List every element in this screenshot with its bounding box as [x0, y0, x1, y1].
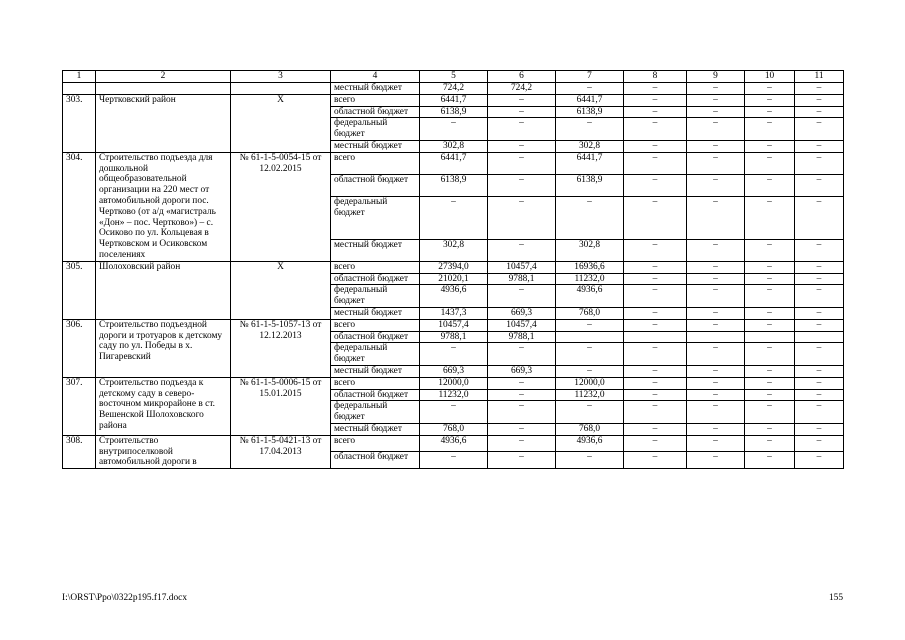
amount-cell: – — [488, 174, 556, 196]
amount-cell: 1437,3 — [420, 307, 488, 319]
amount-cell: 6441,7 — [556, 152, 624, 174]
amount-cell: 10457,4 — [488, 319, 556, 331]
amount-cell: – — [745, 174, 795, 196]
budget-source: областной бюджет — [331, 174, 420, 196]
amount-cell: 27394,0 — [420, 261, 488, 273]
amount-cell: – — [687, 423, 745, 435]
page-number: 155 — [828, 593, 843, 603]
budget-source: местный бюджет — [331, 423, 420, 435]
budget-source: областной бюджет — [331, 273, 420, 285]
object-name: Шолоховский район — [96, 261, 231, 319]
amount-cell: – — [745, 106, 795, 118]
amount-cell: – — [745, 285, 795, 308]
amount-cell: – — [488, 377, 556, 389]
table-row — [63, 94, 844, 106]
table-row — [63, 83, 844, 95]
budget-source: областной бюджет — [331, 452, 420, 469]
amount-cell: – — [795, 140, 844, 152]
amount-cell: – — [556, 401, 624, 424]
amount-cell: – — [687, 261, 745, 273]
amount-cell: – — [420, 197, 488, 239]
amount-cell: 302,8 — [420, 140, 488, 152]
budget-source: федеральный бюджет — [331, 285, 420, 308]
amount-cell: – — [687, 106, 745, 118]
amount-cell: 11232,0 — [556, 273, 624, 285]
amount-cell: – — [420, 343, 488, 366]
amount-cell: 724,2 — [420, 83, 488, 95]
table-row — [63, 377, 844, 389]
amount-cell: – — [420, 452, 488, 469]
table-row — [63, 319, 844, 331]
amount-cell: – — [795, 273, 844, 285]
amount-cell: – — [687, 140, 745, 152]
amount-cell: – — [556, 343, 624, 366]
amount-cell: – — [556, 319, 624, 331]
amount-cell: – — [687, 389, 745, 401]
table-row — [63, 435, 844, 452]
amount-cell: – — [745, 273, 795, 285]
amount-cell: 302,8 — [556, 239, 624, 261]
row-number: 307. — [63, 377, 96, 435]
amount-cell: 12000,0 — [556, 377, 624, 389]
amount-cell: – — [795, 94, 844, 106]
amount-cell: – — [624, 197, 687, 239]
row-number: 304. — [63, 152, 96, 261]
budget-source: федеральный бюджет — [331, 401, 420, 424]
budget-source: всего — [331, 94, 420, 106]
amount-cell: – — [687, 197, 745, 239]
amount-cell: – — [687, 118, 745, 141]
amount-cell: – — [687, 83, 745, 95]
amount-cell: 768,0 — [556, 423, 624, 435]
amount-cell: – — [624, 118, 687, 141]
amount-cell: 669,3 — [420, 365, 488, 377]
budget-table — [62, 70, 844, 469]
amount-cell: – — [488, 389, 556, 401]
amount-cell: 4936,6 — [420, 435, 488, 452]
document-ref: № 61-1-5-1057-13 от 12.12.2013 — [231, 319, 331, 377]
amount-cell: – — [624, 365, 687, 377]
amount-cell: – — [795, 365, 844, 377]
budget-source: местный бюджет — [331, 239, 420, 261]
amount-cell: 6441,7 — [556, 94, 624, 106]
amount-cell: – — [624, 152, 687, 174]
amount-cell: 6138,9 — [556, 174, 624, 196]
budget-source: всего — [331, 261, 420, 273]
amount-cell: – — [795, 152, 844, 174]
amount-cell: – — [624, 343, 687, 366]
amount-cell: 4936,6 — [420, 285, 488, 308]
amount-cell: 669,3 — [488, 307, 556, 319]
object-name: Чертковский район — [96, 94, 231, 152]
amount-cell: – — [624, 377, 687, 389]
amount-cell: – — [488, 423, 556, 435]
amount-cell: – — [795, 435, 844, 452]
amount-cell: – — [687, 174, 745, 196]
amount-cell: – — [795, 452, 844, 469]
amount-cell: 4936,6 — [556, 435, 624, 452]
amount-cell: – — [624, 174, 687, 196]
amount-cell: – — [795, 343, 844, 366]
amount-cell: – — [745, 94, 795, 106]
budget-source: всего — [331, 319, 420, 331]
amount-cell: – — [687, 452, 745, 469]
amount-cell — [795, 331, 844, 343]
amount-cell: – — [624, 285, 687, 308]
amount-cell: – — [624, 307, 687, 319]
budget-source: областной бюджет — [331, 106, 420, 118]
budget-source: всего — [331, 435, 420, 452]
amount-cell: 9788,1 — [420, 331, 488, 343]
amount-cell: 302,8 — [420, 239, 488, 261]
amount-cell: – — [624, 435, 687, 452]
amount-cell: – — [556, 365, 624, 377]
col-header: 10 — [745, 71, 795, 83]
amount-cell: – — [687, 152, 745, 174]
amount-cell: – — [795, 174, 844, 196]
amount-cell: 6441,7 — [420, 94, 488, 106]
amount-cell: – — [488, 106, 556, 118]
amount-cell: 16936,6 — [556, 261, 624, 273]
amount-cell: – — [745, 83, 795, 95]
amount-cell: – — [745, 377, 795, 389]
amount-cell — [624, 331, 687, 343]
amount-cell: – — [795, 389, 844, 401]
amount-cell: – — [795, 83, 844, 95]
amount-cell: 9788,1 — [488, 273, 556, 285]
budget-source: местный бюджет — [331, 140, 420, 152]
document-ref — [231, 83, 331, 95]
amount-cell: – — [687, 239, 745, 261]
amount-cell: – — [624, 140, 687, 152]
amount-cell: – — [420, 401, 488, 424]
document-ref: Х — [231, 261, 331, 319]
row-number — [63, 83, 96, 95]
budget-source: федеральный бюджет — [331, 118, 420, 141]
col-header: 1 — [63, 71, 96, 83]
amount-cell: 10457,4 — [420, 319, 488, 331]
amount-cell: – — [624, 423, 687, 435]
amount-cell: 6138,9 — [556, 106, 624, 118]
amount-cell: – — [624, 389, 687, 401]
object-name: Строительство внутрипоселковой автомобильной дороги в — [96, 435, 231, 468]
amount-cell: 6138,9 — [420, 174, 488, 196]
col-header: 7 — [556, 71, 624, 83]
amount-cell: – — [687, 319, 745, 331]
budget-source: областной бюджет — [331, 389, 420, 401]
amount-cell: – — [745, 197, 795, 239]
amount-cell: 9788,1 — [488, 331, 556, 343]
col-header: 8 — [624, 71, 687, 83]
col-header: 11 — [795, 71, 844, 83]
amount-cell — [687, 331, 745, 343]
amount-cell: 21020,1 — [420, 273, 488, 285]
col-header: 6 — [488, 71, 556, 83]
amount-cell: 724,2 — [488, 83, 556, 95]
amount-cell: – — [624, 319, 687, 331]
amount-cell: – — [745, 307, 795, 319]
amount-cell: – — [488, 435, 556, 452]
amount-cell: – — [687, 273, 745, 285]
amount-cell: – — [624, 401, 687, 424]
document-sheet — [62, 70, 843, 469]
amount-cell: – — [795, 118, 844, 141]
amount-cell: – — [488, 197, 556, 239]
amount-cell: – — [624, 94, 687, 106]
amount-cell: – — [687, 365, 745, 377]
amount-cell: 302,8 — [556, 140, 624, 152]
col-header: 2 — [96, 71, 231, 83]
col-header: 9 — [687, 71, 745, 83]
table-row — [63, 261, 844, 273]
row-number: 306. — [63, 319, 96, 377]
amount-cell: 11232,0 — [556, 389, 624, 401]
budget-source: всего — [331, 152, 420, 174]
amount-cell: – — [488, 140, 556, 152]
amount-cell: – — [488, 152, 556, 174]
amount-cell: – — [745, 423, 795, 435]
document-ref: Х — [231, 94, 331, 152]
amount-cell: – — [488, 401, 556, 424]
row-number: 303. — [63, 94, 96, 152]
amount-cell: – — [745, 239, 795, 261]
amount-cell: 768,0 — [556, 307, 624, 319]
budget-source: всего — [331, 377, 420, 389]
amount-cell: – — [420, 118, 488, 141]
document-ref: № 61-1-5-0006-15 от 15.01.2015 — [231, 377, 331, 435]
amount-cell: – — [745, 435, 795, 452]
amount-cell: – — [687, 94, 745, 106]
amount-cell: – — [687, 307, 745, 319]
amount-cell: – — [795, 377, 844, 389]
amount-cell: – — [745, 343, 795, 366]
object-name: Строительство подъездной дороги и тротуаров к детскому саду по ул. Победы в х. Пигаревский — [96, 319, 231, 377]
amount-cell: – — [795, 319, 844, 331]
document-ref: № 61-1-5-0054-15 от 12.02.2015 — [231, 152, 331, 261]
amount-cell: – — [488, 94, 556, 106]
budget-source: местный бюджет — [331, 365, 420, 377]
budget-source: местный бюджет — [331, 307, 420, 319]
amount-cell: – — [624, 83, 687, 95]
amount-cell: 11232,0 — [420, 389, 488, 401]
amount-cell: 6138,9 — [420, 106, 488, 118]
amount-cell — [556, 331, 624, 343]
amount-cell: – — [795, 197, 844, 239]
amount-cell: 4936,6 — [556, 285, 624, 308]
amount-cell: – — [687, 435, 745, 452]
amount-cell: – — [488, 452, 556, 469]
col-header: 5 — [420, 71, 488, 83]
amount-cell: – — [624, 452, 687, 469]
amount-cell: – — [795, 401, 844, 424]
amount-cell: – — [687, 401, 745, 424]
amount-cell: – — [488, 343, 556, 366]
amount-cell: – — [745, 319, 795, 331]
table-body — [63, 83, 844, 469]
amount-cell: 768,0 — [420, 423, 488, 435]
document-ref: № 61-1-5-0421-13 от 17.04.2013 — [231, 435, 331, 468]
amount-cell: – — [745, 452, 795, 469]
amount-cell: – — [624, 239, 687, 261]
amount-cell: – — [488, 239, 556, 261]
amount-cell: – — [624, 106, 687, 118]
budget-source: федеральный бюджет — [331, 343, 420, 366]
table-row — [63, 152, 844, 174]
amount-cell: – — [687, 285, 745, 308]
amount-cell: – — [745, 365, 795, 377]
amount-cell: – — [556, 83, 624, 95]
amount-cell: – — [795, 106, 844, 118]
amount-cell: – — [795, 307, 844, 319]
amount-cell: – — [624, 273, 687, 285]
amount-cell: – — [745, 118, 795, 141]
row-number: 308. — [63, 435, 96, 468]
amount-cell: 669,3 — [488, 365, 556, 377]
file-path: I:\ORST\Ppo\0322p195.f17.docx — [62, 593, 188, 603]
amount-cell: 10457,4 — [488, 261, 556, 273]
amount-cell: – — [745, 140, 795, 152]
amount-cell: – — [745, 261, 795, 273]
amount-cell: 6441,7 — [420, 152, 488, 174]
amount-cell: 12000,0 — [420, 377, 488, 389]
amount-cell: – — [556, 452, 624, 469]
amount-cell: – — [687, 377, 745, 389]
budget-source: областной бюджет — [331, 331, 420, 343]
amount-cell: – — [745, 152, 795, 174]
amount-cell: – — [488, 285, 556, 308]
amount-cell: – — [488, 118, 556, 141]
amount-cell: – — [795, 423, 844, 435]
amount-cell: – — [556, 197, 624, 239]
amount-cell: – — [795, 261, 844, 273]
col-header: 3 — [231, 71, 331, 83]
amount-cell — [745, 331, 795, 343]
object-name: Строительство подъезда для дошкольной общеобразовательной организации на 220 мест от автомобильной дороги пос. Чертково (от а/д «магистраль «Дон» – пос. Чертково») – с. Осиково по ул. Кольцевая в Чертковском и Осиковском поселениях — [96, 152, 231, 261]
amount-cell: – — [795, 239, 844, 261]
object-name: Строительство подъезда к детскому саду в северо-восточном микрорайоне в ст. Вешенской Шолоховского района — [96, 377, 231, 435]
budget-source: федеральный бюджет — [331, 197, 420, 239]
row-number: 305. — [63, 261, 96, 319]
amount-cell: – — [556, 118, 624, 141]
object-name — [96, 83, 231, 95]
budget-source: местный бюджет — [331, 83, 420, 95]
amount-cell: – — [624, 261, 687, 273]
col-header: 4 — [331, 71, 420, 83]
amount-cell: – — [745, 389, 795, 401]
header-row — [63, 71, 844, 83]
amount-cell: – — [745, 401, 795, 424]
amount-cell: – — [687, 343, 745, 366]
amount-cell: – — [795, 285, 844, 308]
